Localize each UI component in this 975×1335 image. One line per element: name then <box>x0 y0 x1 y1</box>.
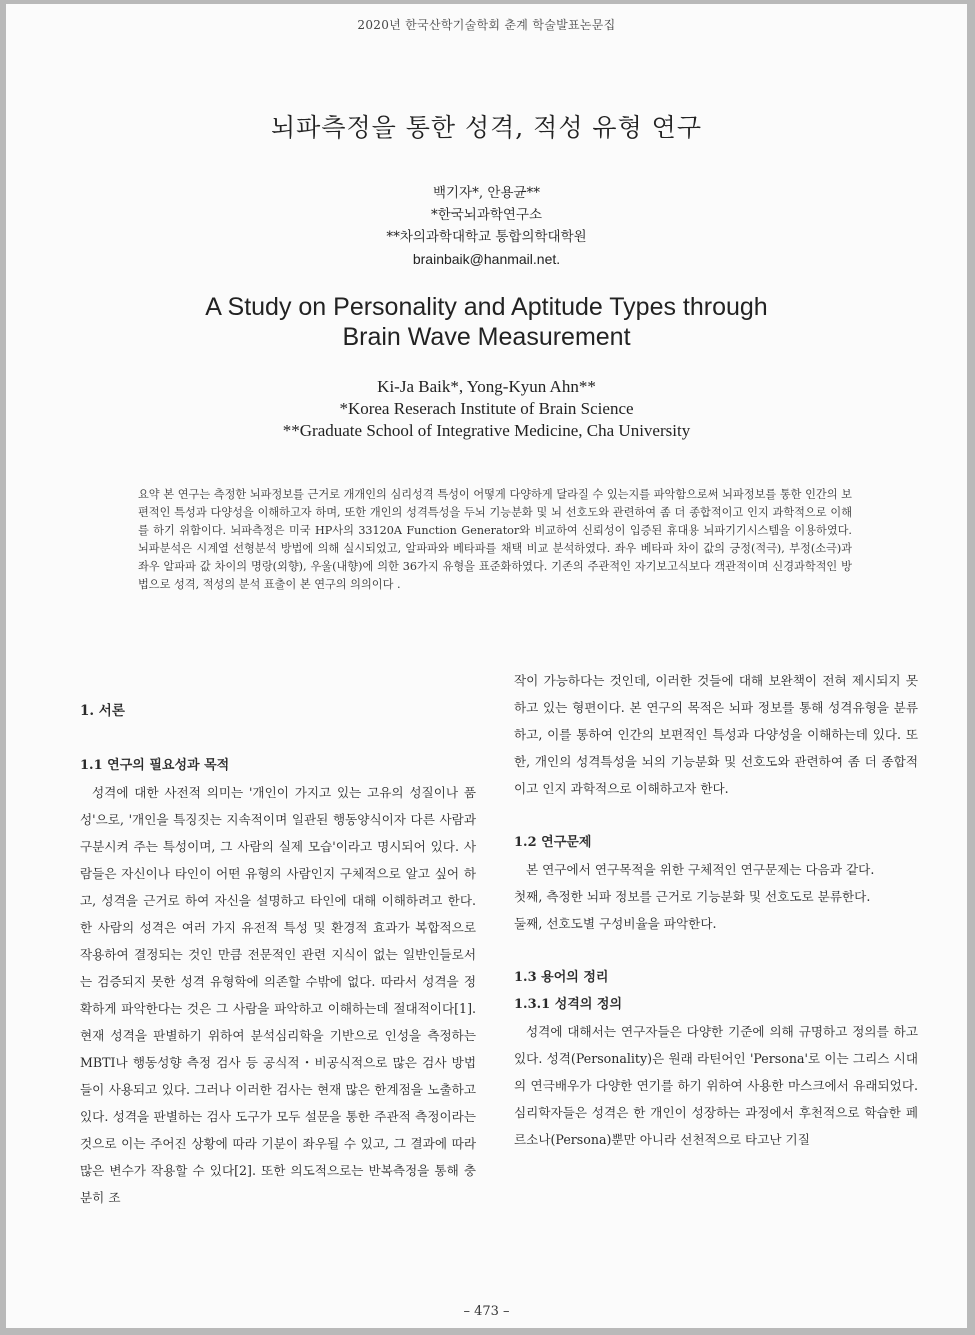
english-affiliation-2: **Graduate School of Integrative Medicine, Cha University <box>282 421 691 440</box>
english-title-line-2: Brain Wave Measurement <box>342 323 631 351</box>
body-paragraph: 성격에 대한 사전적 의미는 '개인이 가지고 있는 고유의 성질이나 품성'으로, '개인을 특징짓는 지속적이며 일관된 행동양식이자 다른 사람과 구분시켜 주는 특성이며, 그 사람의 실제 모습'이라고 명시되어 있다. 사람들은 자신이나 타인이 어떤 유형의 사람인지 구체적으로 알고 싶어 하고, 성격을 근거로 하여 자신을 설명하고 타인에 대해 이해하려고 한다. 한 사람의 성격은 여러 가지 유전적 특성 및 환경적 효과가 복합적으로 작용하여 결정되는 것인 만큼 전문적인 관련 지식이 없는 일반인들로서는 검증되지 못한 성격 유형학에 의존할 수밖에 없다. 따라서 성격을 정확하게 파악한다는 것은 그 사람을 파악하고 이해하는데 절대적이다[1]. 현재 성격을 판별하기 위하여 분석심리학을 기반으로 인성을 측정하는 MBTI나 행동성향 측정 검사 등 공식적・비공식적으로 많은 검사 방법들이 사용되고 있다. 그러나 이러한 검사는 현재 많은 한계점을 노출하고 있다. 성격을 판별하는 검사 도구가 모두 설문을 통한 주관적 측정이라는 것으로 이는 주어진 상황에 따라 기분이 좌우될 수 있고, 그 결과에 따라 많은 변수가 작용할 수 있다[2]. 또한 의도적으로는 반복측정을 통해 충분히 조 <box>80 785 476 1205</box>
paper-page <box>6 4 967 1328</box>
english-authors: Ki-Ja Baik*, Yong-Kyun Ahn** <box>377 377 596 396</box>
korean-affiliation-2: **차의과학대학교 통합의학대학원 <box>386 229 587 245</box>
english-title <box>6 292 967 352</box>
left-column <box>80 698 476 1211</box>
body-paragraph: 둘째, 선호도별 구성비율을 파악한다. <box>514 916 717 931</box>
section-heading-introduction: 1. 서론 <box>80 703 125 719</box>
running-header: 2020년 한국산학기술학회 춘계 학술발표논문집 <box>357 18 616 32</box>
subsubsection-heading-definition: 1.3.1 성격의 정의 <box>514 997 623 1012</box>
subsection-heading-necessity: 1.1 연구의 필요성과 목적 <box>80 758 230 773</box>
author-email: brainbaik@hanmail.net. <box>412 251 561 267</box>
korean-authors: 백기자*, 안용균** <box>432 185 541 201</box>
subsection-heading-terms: 1.3 용어의 정리 <box>514 970 609 985</box>
body-paragraph: 성격에 대해서는 연구자들은 다양한 기준에 의해 규명하고 정의를 하고 있다. 성격(Personality)은 원래 라틴어인 'Persona'로 이는 그리스 시대의 연극배우가 다양한 연기를 하기 위하여 사용한 마스크에서 유래되었다. 심리학자들은 성격은 한 개인이 성장하는 과정에서 후천적으로 학습한 페르소나(Persona)뿐만 아니라 선천적으로 타고난 기질 <box>514 1024 918 1147</box>
english-title-line-1: A Study on Personality and Aptitude Types through <box>205 293 768 321</box>
english-author-block <box>6 376 967 442</box>
korean-title: 뇌파측정을 통한 성격, 적성 유형 연구 <box>271 113 702 142</box>
subsection-heading-research-problem: 1.2 연구문제 <box>514 835 592 850</box>
body-paragraph: 첫째, 측정한 뇌파 정보를 근거로 기능분화 및 선호도로 분류한다. <box>514 889 871 904</box>
page-number: – 473 – <box>463 1304 510 1319</box>
abstract: 요약 본 연구는 측정한 뇌파정보를 근거로 개개인의 심리성격 특성이 어떻게 다양하게 달라질 수 있는지를 파악함으로써 뇌파정보를 통한 인간의 보편적인 특성과 다양성을 이해하고자 하며, 또한 개인의 성격특성을 두뇌 기능분화 및 뇌 선호도와 관련하여 좀 더 종합적이고 인지 과학적으로 이해를 하기 위함이다. 뇌파측정은 미국 HP사의 33120A Function Generator와 비교하여 신뢰성이 입증된 휴대용 뇌파기기시스템을 이용하였다. 뇌파분석은 시계열 선형분석 방법에 의해 실시되었고, 알파파와 베타파를 채택 비교 분석하였다. 좌우 베타파 차이 값의 긍정(적극), 부정(소극)과 좌우 알파파 값 차이의 명랑(외향), 우울(내향)에 의한 36가지 유형을 표준화하였다. 기존의 주관적인 자기보고식보다 객관적이며 신경과학적인 방법으로 성격, 적성의 분석 표출이 본 연구의 의의이다 . <box>138 488 852 591</box>
korean-author-block <box>6 182 967 270</box>
body-paragraph: 작이 가능하다는 것인데, 이러한 것들에 대해 보완책이 전혀 제시되지 못하고 있는 형편이다. 본 연구의 목적은 뇌파 정보를 통해 성격유형을 분류하고, 이를 통하여 인간의 보편적인 특성과 다양성을 이해하는데 있다. 또한, 개인의 성격특성을 뇌의 기능분화 및 선호도와 관련하여 좀 더 종합적이고 인지 과학적으로 이해하고자 한다. <box>514 673 918 796</box>
korean-affiliation-1: *한국뇌과학연구소 <box>430 207 543 223</box>
right-column <box>514 667 918 1153</box>
english-affiliation-1: *Korea Reserach Institute of Brain Science <box>339 399 634 418</box>
body-paragraph: 본 연구에서 연구목적을 위한 구체적인 연구문제는 다음과 같다. <box>526 862 875 877</box>
